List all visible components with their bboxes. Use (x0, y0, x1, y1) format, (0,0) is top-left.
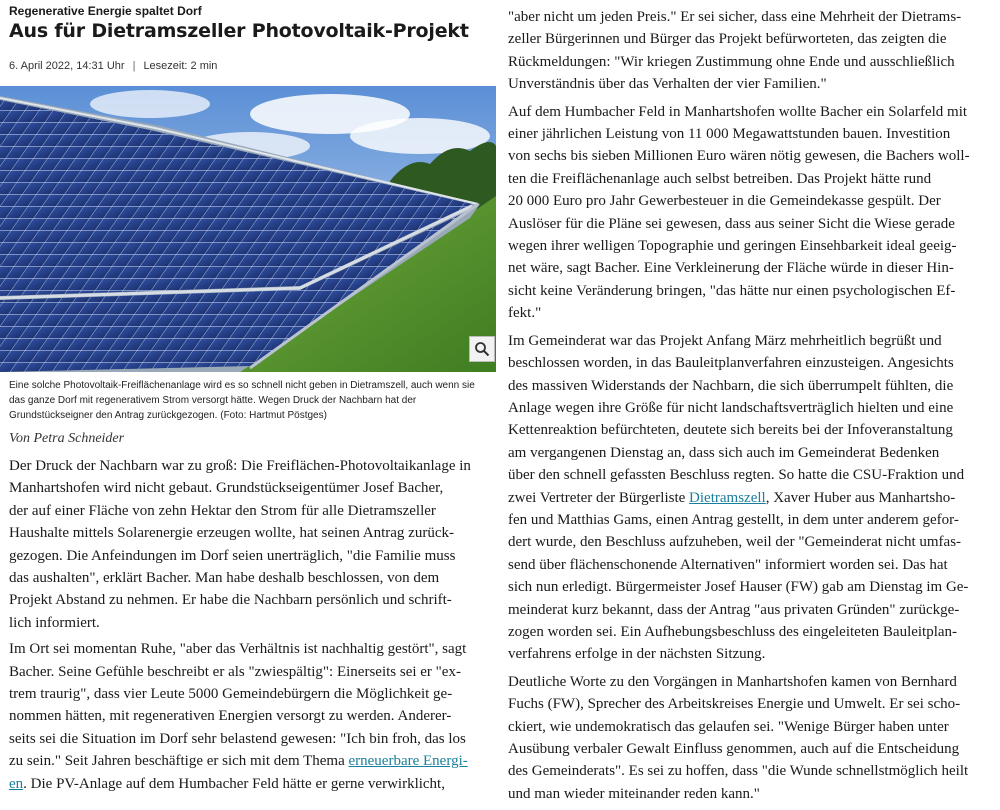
author-byline: Von Petra Schneider (9, 431, 125, 446)
text-line: Rückmeldungen: "Wir kriegen Zustimmung ohne Ende und ausschließlich (508, 53, 955, 70)
caption-line: das ganze Dorf mit regenerativem Strom versorgt hätte. Wegen Druck der Nachbarn hat der (9, 395, 417, 406)
text-line: Projekt Abstand zu nehmen. Er habe die Nachbarn persönlich und schrift- (9, 592, 452, 609)
link-erneuerbare-energien-cont[interactable]: en (9, 775, 24, 792)
text-line: Bacher. Seine Gefühle beschreibt er als "zwiespältig": Einerseits sei er "ex- (9, 663, 461, 680)
text-line: Manhartshofen wird nicht gebaut. Grundstückseigentümer Josef Bacher, (9, 480, 444, 497)
text-line: Fuchs (FW), Sprecher des Arbeitskreises Energie und Umwelt. Er sei scho- (508, 696, 961, 713)
text-line: beschlossen worden, in das Bauleitplanverfahren einzusteigen. Angesichts (508, 355, 954, 372)
text-line: Auslöser für die Pläne sei gewesen, dass aus seiner Sicht die Wiese gerade (508, 215, 955, 232)
paragraph (508, 330, 994, 666)
text-line: von sechs bis sieben Millionen Euro wären nötig gewesen, die Bachers woll- (508, 148, 970, 165)
paragraph (508, 671, 994, 805)
text-line: send über flächenschonende Alternativen" informiert worden sei. Das hat (508, 556, 948, 573)
reading-time: Lesezeit: 2 min (143, 60, 218, 72)
text-line: fekt." (508, 305, 542, 322)
text-line: Unverständnis über das Verhalten der vier Familien." (508, 76, 827, 93)
text-line: seits sei die Situation im Dorf sehr belastend gewesen: "Ich bin froh, das los (9, 730, 466, 747)
magnifier-icon (474, 341, 490, 357)
article-photo (0, 86, 496, 372)
text-line: dert wurde, den Beschluss aufzuheben, weil der "Gemeinderat nicht umfas- (508, 534, 962, 551)
paragraph (9, 455, 499, 634)
text-segment: . Die PV-Anlage auf dem Humbacher Feld hätte er gerne verwirklicht, (23, 775, 445, 792)
text-line: Anlage wegen ihre Größe für nicht landschaftsverträglich hielten und eine (508, 399, 954, 416)
text-line: ckiert, wie undemokratisch das gelaufen sei. "Wenige Bürger haben unter (508, 718, 949, 735)
text-line: gezogen. Die Anfeindungen im Dorf seien unerträglich, "die Familie muss (9, 547, 456, 564)
paragraph (508, 6, 994, 96)
text-line: net wäre, sagt Bacher. Eine Verkleinerung der Fläche würde in dieser Hin- (508, 260, 954, 277)
text-line: der auf einer Fläche von zehn Hektar den Strom für alle Dietramszeller (9, 502, 436, 519)
text-line: sicht keine Veränderung bringen, "das hätte nur einen psychologischen Ef- (508, 282, 956, 299)
text-line: Auf dem Humbacher Feld in Manhartshofen wollte Bacher ein Solarfeld mit (508, 103, 968, 120)
text-line: verfahrens erfolge in der nächsten Sitzung. (508, 646, 766, 663)
caption-line: Eine solche Photovoltaik-Freiflächenanlage wird es so schnell nicht geben in Dietramszell, auch wenn sie (9, 380, 475, 391)
text-line: trem traurig", dass vier Leute 5000 Gemeindebürgern die Möglichkeit ge- (9, 686, 453, 703)
text-line: fen und Matthias Gams, einen Antrag gestellt, in dem unter anderem gefor- (508, 511, 959, 528)
text-segment: zu sein." Seit Jahren beschäftige er sich mit dem Thema (9, 753, 349, 770)
link-dietramszell[interactable]: Dietramszell (689, 489, 766, 506)
text-line (9, 773, 499, 795)
text-segment: zwei Vertreter der Bürgerliste (508, 489, 690, 506)
text-line: Haushalte mittels Solarenergie erzeugen wollte, hat seinen Antrag zurück- (9, 525, 454, 542)
text-line: über den schnell gefassten Beschluss regten. So hatte die CSU-Fraktion und (508, 467, 965, 484)
text-line: zeller Bürgerinnen und Bürger das Projekt befürworteten, das zeigten die (508, 31, 947, 48)
text-line: meinderat kurz bekannt, dass der Antrag "aus privaten Gründen" zurückge- (508, 601, 960, 618)
paragraph (508, 101, 994, 325)
photo-caption (9, 378, 495, 423)
text-line: ten die Freiflächenanlage auch selbst betreiben. Das Projekt hätte rund (508, 170, 932, 187)
text-line: wegen ihrer welligen Topographie und geringen Einsehbarkeit ideal geeig- (508, 238, 957, 255)
text-line: Der Druck der Nachbarn war zu groß: Die Freiflächen-Photovoltaikanlage in (9, 458, 471, 474)
solar-field-image (0, 86, 496, 372)
article-headline: Aus für Dietramszeller Photovoltaik-Projekt (9, 20, 469, 42)
text-line: sich nun erledigt. Bürgermeister Josef Hauser (FW) gab am Dienstag im Ge- (508, 579, 969, 596)
text-line: "aber nicht um jeden Preis." Er sei sicher, dass eine Mehrheit der Dietrams- (508, 9, 962, 25)
text-line: Kettenreaktion befürchteten, deutete sich bereits bei der Infoveranstaltung (508, 422, 953, 439)
text-line: nommen hätten, mit regenerativen Energien versorgt zu werden. Anderer- (9, 708, 452, 725)
text-line (9, 750, 499, 772)
text-line: am vergangenen Dienstag an, dass sich auch im Gemeinderat Bedenken (508, 444, 940, 461)
text-line: Im Ort sei momentan Ruhe, "aber das Verhältnis ist nachhaltig gestört", sagt (9, 641, 467, 658)
text-line: das aushalten", erklärt Bacher. Man habe deshalb beschlossen, von dem (9, 570, 440, 587)
text-line: 20 000 Euro pro Jahr Gewerbesteuer in die Gemeindekasse gespült. Der (508, 193, 941, 210)
zoom-image-button[interactable] (469, 336, 495, 362)
text-line: einer jährlichen Leistung von 11 000 Megawattstunden bauen. Investition (508, 126, 951, 143)
text-line (508, 487, 994, 509)
paragraph (9, 638, 499, 795)
text-line: Deutliche Worte zu den Vorgängen in Manhartshofen kamen von Bernhard (508, 673, 957, 690)
link-erneuerbare-energien[interactable]: erneuerbare Energi- (348, 753, 468, 770)
article-meta (9, 60, 217, 72)
text-line: und man wieder miteinander reden kann." (508, 785, 760, 802)
text-line: des Gemeinderats". Es sei zu hoffen, dass "die Wunde schnellstmöglich heilt (508, 763, 969, 780)
text-line: des massiven Widerstands der Nachbarn, die sich überrumpelt fühlten, die (508, 377, 954, 394)
meta-separator: | (132, 60, 136, 72)
text-line: zogen worden sei. Ein Aufhebungsbeschluss des eingeleiteten Bauleitplan- (508, 623, 958, 640)
article-body-left (9, 455, 499, 799)
article-kicker: Regenerative Energie spaltet Dorf (9, 4, 202, 18)
publish-date: 6. April 2022, 14:31 Uhr (9, 60, 125, 72)
article-body-right (508, 6, 994, 810)
text-line: Im Gemeinderat war das Projekt Anfang März mehrheitlich begrüßt und (508, 332, 942, 349)
text-segment: , Xaver Huber aus Manhartsho- (765, 489, 956, 506)
text-line: lich informiert. (9, 614, 100, 631)
text-line: Ausübung verbaler Gewalt Einfluss genommen, auch auf die Entscheidung (508, 741, 960, 757)
caption-line: Grundstückseigner den Antrag zurückgezogen. (Foto: Hartmut Pöstges) (9, 410, 327, 421)
